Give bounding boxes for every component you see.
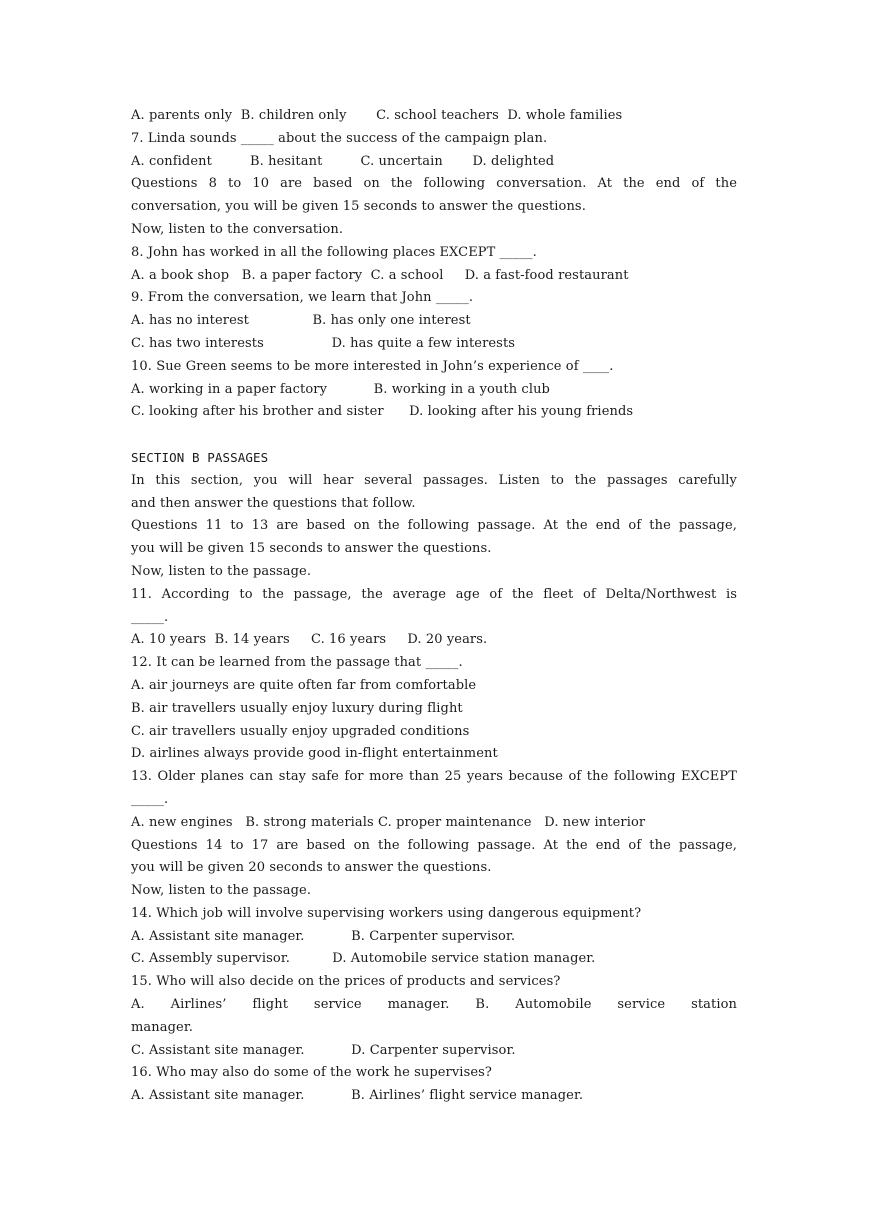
text-line: D. airlines always provide good in-flight entertainment: [131, 746, 498, 762]
text-line: A. Assistant site manager. B. Airlines’ flight service manager.: [131, 1088, 584, 1104]
text-line: 13. Older planes can stay safe for more than 25 years because of the following EXCEPT: [131, 769, 737, 785]
section-heading: SECTION B PASSAGES: [131, 449, 269, 465]
text-line: 10. Sue Green seems to be more interested in John’s experience of ____.: [131, 358, 614, 374]
text-line: C. Assistant site manager. D. Carpenter supervisor.: [131, 1042, 516, 1058]
text-line: 7. Linda sounds _____ about the success of the campaign plan.: [131, 130, 548, 146]
exam-page: [131, 105, 737, 1108]
text-line: A. has no interest B. has only one interest: [131, 313, 471, 329]
text-line: conversation, you will be given 15 seconds to answer the questions.: [131, 199, 586, 215]
text-line: _____.: [131, 609, 169, 625]
text-line: A. new engines B. strong materials C. proper maintenance D. new interior: [131, 814, 646, 830]
text-line: and then answer the questions that follow.: [131, 495, 416, 511]
text-line: Questions 14 to 17 are based on the following passage. At the end of the passage,: [131, 837, 737, 853]
text-line: C. air travellers usually enjoy upgraded conditions: [131, 723, 470, 739]
text-line: Now, listen to the passage.: [131, 563, 312, 579]
text-line: manager.: [131, 1019, 193, 1035]
text-line: you will be given 20 seconds to answer the questions.: [131, 860, 492, 876]
text-line: Now, listen to the passage.: [131, 883, 312, 899]
text-line: 14. Which job will involve supervising workers using dangerous equipment?: [131, 905, 642, 921]
text-line: _____.: [131, 791, 169, 807]
text-line: 15. Who will also decide on the prices of products and services?: [131, 974, 561, 990]
text-line: C. Assembly supervisor. D. Automobile service station manager.: [131, 951, 596, 967]
text-line: 11. According to the passage, the average age of the fleet of Delta/Northwest is: [131, 586, 737, 602]
text-line: Questions 11 to 13 are based on the following passage. At the end of the passage,: [131, 518, 737, 534]
blank-line: [131, 424, 737, 447]
text-line: A. Assistant site manager. B. Carpenter supervisor.: [131, 928, 516, 944]
text-line: A. air journeys are quite often far from comfortable: [131, 677, 477, 693]
text-line: 12. It can be learned from the passage that _____.: [131, 655, 463, 671]
text-line: 8. John has worked in all the following places EXCEPT _____.: [131, 244, 537, 260]
text-line: C. has two interests D. has quite a few interests: [131, 335, 516, 351]
text-line: In this section, you will hear several passages. Listen to the passages carefully: [131, 472, 737, 488]
text-line: A. parents only B. children only C. school teachers D. whole families: [131, 108, 623, 123]
text-line: Now, listen to the conversation.: [131, 221, 344, 237]
text-line: Questions 8 to 10 are based on the following conversation. At the end of the: [131, 176, 737, 192]
text-line: C. looking after his brother and sister D. looking after his young friends: [131, 404, 634, 420]
text-line: A. working in a paper factory B. working in a youth club: [131, 381, 550, 397]
text-line: A. Airlines’ flight service manager. B. Automobile service station: [131, 997, 737, 1013]
text-line: you will be given 15 seconds to answer the questions.: [131, 541, 492, 557]
text-line: B. air travellers usually enjoy luxury during flight: [131, 700, 463, 716]
text-line: A. confident B. hesitant C. uncertain D. delighted: [131, 153, 555, 169]
text-line: 16. Who may also do some of the work he supervises?: [131, 1065, 492, 1081]
text-line: 9. From the conversation, we learn that John _____.: [131, 290, 474, 306]
text-line: A. 10 years B. 14 years C. 16 years D. 20 years.: [131, 632, 488, 648]
text-line: A. a book shop B. a paper factory C. a school D. a fast-food restaurant: [131, 267, 629, 283]
